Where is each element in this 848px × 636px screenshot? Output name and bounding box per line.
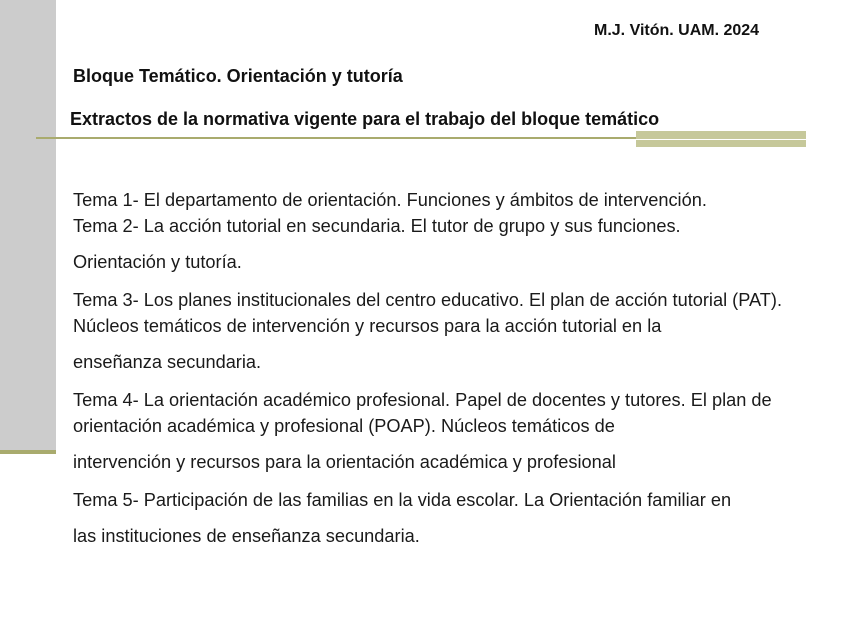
sidebar-decoration <box>0 0 56 452</box>
topic-5-continuation: las instituciones de enseñanza secundaria. <box>73 526 420 546</box>
topic-1: Tema 1- El departamento de orientación. Funciones y ámbitos de intervención. <box>73 190 707 210</box>
topic-2-continuation: Orientación y tutoría. <box>73 252 242 272</box>
extract-title: Extractos de la normativa vigente para el trabajo del bloque temático <box>70 109 660 129</box>
topic-3-continuation: enseñanza secundaria. <box>73 352 262 372</box>
block-title: Bloque Temático. Orientación y tutoría <box>73 66 403 86</box>
topic-3-text: Tema 3- Los planes institucionales del centro educativo. El plan de acción tutorial (PAT). Núcleos temáticos de intervención y recursos para la acción tutorial en la <box>73 290 783 336</box>
topic-2-text: Tema 2- La acción tutorial en secundaria. El tutor de grupo y sus funciones. <box>73 216 681 236</box>
topic-3 <box>73 287 845 375</box>
topic-2 <box>73 213 845 275</box>
topic-5-text: Tema 5- Participación de las familias en la vida escolar. La Orientación familiar en <box>73 490 732 510</box>
sidebar-accent-line <box>0 450 56 454</box>
topic-4-continuation: intervención y recursos para la orientación académica y profesional <box>73 452 616 472</box>
topic-4 <box>73 387 845 475</box>
author-credit: M.J. Vitón. UAM. 2024 <box>594 22 760 39</box>
topic-4-text: Tema 4- La orientación académico profesional. Papel de docentes y tutores. El plan de orientación académica y profesional (POAP). Núcleos temáticos de <box>73 390 772 436</box>
topic-5 <box>73 487 845 549</box>
topic-list <box>73 187 845 549</box>
header-accent-stripe <box>636 139 806 140</box>
